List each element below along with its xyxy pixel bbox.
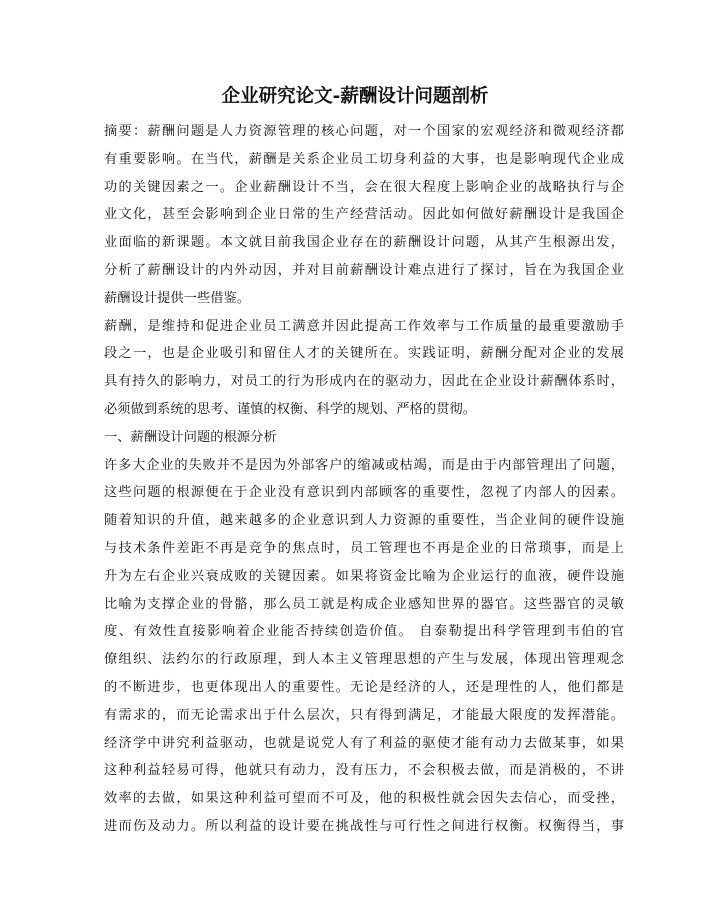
text-line: 度、有效性直接影响着企业能否持续创造价值。 自泰勒提出科学管理到韦伯的官 (104, 624, 624, 640)
text-line: 经济学中讲究利益驱动，也就是说党人有了利益的驱使才能有动力去做某事，如果 (104, 735, 624, 751)
text-line: 僚组织、法约尔的行政原理，到人本主义管理思想的产生与发展，体现出管理观念 (104, 652, 624, 668)
text-line: 薪酬，是维持和促进企业员工满意并因此提高工作效率与工作质量的最重要激励手 (104, 318, 624, 334)
document-body (104, 118, 624, 841)
text-line: 分析了薪酬设计的内外动因，并对目前薪酬设计难点进行了探讨，旨在为我国企业 (104, 262, 624, 278)
text-line: 有重要影响。在当代，薪酬是关系企业员工切身利益的大事，也是影响现代企业成 (104, 151, 624, 167)
text-line: 功的关键因素之一。企业薪酬设计不当，会在很大程度上影响企业的战略执行与企 (104, 179, 624, 195)
text-line: 具有持久的影响力，对员工的行为形成内在的驱动力，因此在企业设计薪酬体系时， (104, 374, 624, 390)
document-title: 企业研究论文-薪酬设计问题剖析 (221, 86, 489, 107)
text-line: 一、薪酬设计问题的根源分析 (104, 429, 277, 445)
text-line: 业面临的新课题。本文就目前我国企业存在的薪酬设计问题，从其产生根源出发， (104, 235, 624, 251)
text-line: 的不断进步，也更体现出人的重要性。无论是经济的人，还是理性的人，他们都是 (104, 679, 624, 695)
text-line: 比喻为支撑企业的骨骼，那么员工就是构成企业感知世界的器官。这些器官的灵敏 (104, 596, 624, 612)
text-line: 随着知识的升值，越来越多的企业意识到人力资源的重要性，当企业间的硬件设施 (104, 513, 624, 529)
text-line: 薪酬设计提供一些借鉴。 (104, 290, 251, 306)
text-line: 有需求的，而无论需求出于什么层次，只有得到满足，才能最大限度的发挥潜能。 (104, 707, 624, 723)
text-line: 进而伤及动力。所以利益的设计要在挑战性与可行性之间进行权衡。权衡得当，事 (104, 818, 624, 834)
text-line: 升为左右企业兴衰成败的关键因素。如果将资金比喻为企业运行的血液，硬件设施 (104, 568, 624, 584)
text-line: 摘要：薪酬问题是人力资源管理的核心问题，对一个国家的宏观经济和微观经济都 (104, 124, 624, 139)
text-line: 与技术条件差距不再是竞争的焦点时，员工管理也不再是企业的日常琐事，而是上 (104, 540, 624, 556)
text-line: 效率的去做，如果这种利益可望而不可及，他的积极性就会因失去信心，而受挫， (104, 791, 624, 807)
text-line: 业文化，甚至会影响到企业日常的生产经营活动。因此如何做好薪酬设计是我国企 (104, 207, 624, 223)
text-line: 段之一，也是企业吸引和留住人才的关键所在。实践证明，薪酬分配对企业的发展 (104, 346, 624, 362)
text-line: 这些问题的根源便在于企业没有意识到内部顾客的重要性，忽视了内部人的因素。 (104, 485, 624, 501)
text-line: 必须做到系统的思考、谨慎的权衡、科学的规划、严格的贯彻。 (104, 401, 477, 417)
text-line: 许多大企业的失败并不是因为外部客户的缩减或枯竭，而是由于内部管理出了问题， (104, 457, 624, 473)
text-line: 这种利益轻易可得，他就只有动力，没有压力，不会积极去做，而是消极的，不讲 (104, 763, 624, 779)
